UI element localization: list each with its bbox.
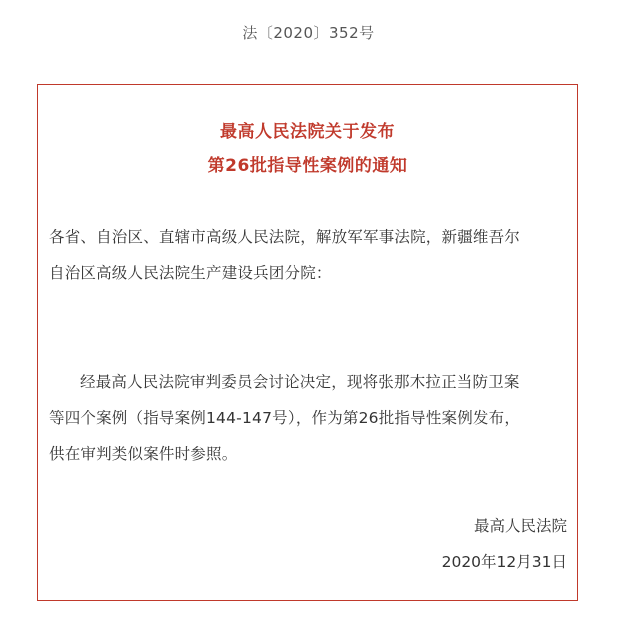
document-number: 法〔2020〕352号 (242, 24, 375, 42)
issue-date: 2020年12月31日 (441, 553, 567, 571)
notice-title-line2: 第26批指导性案例的通知 (207, 156, 408, 176)
notice-box (37, 84, 578, 601)
body-paragraph-line2: 等四个案例（指导案例144-147号），作为第26批指导性案例发布， (49, 409, 521, 427)
body-paragraph-line3: 供在审判类似案件时参照。 (49, 445, 238, 463)
recipients-line1: 各省、自治区、直辖市高级人民法院，解放军军事法院，新疆维吾尔 (49, 228, 521, 246)
body-paragraph-line1: 经最高人民法院审判委员会讨论决定，现将张那木拉正当防卫案 (80, 373, 520, 391)
notice-title-line1: 最高人民法院关于发布 (220, 122, 395, 142)
recipients-line2: 自治区高级人民法院生产建设兵团分院： (49, 264, 332, 282)
issuer-signature: 最高人民法院 (473, 517, 567, 535)
